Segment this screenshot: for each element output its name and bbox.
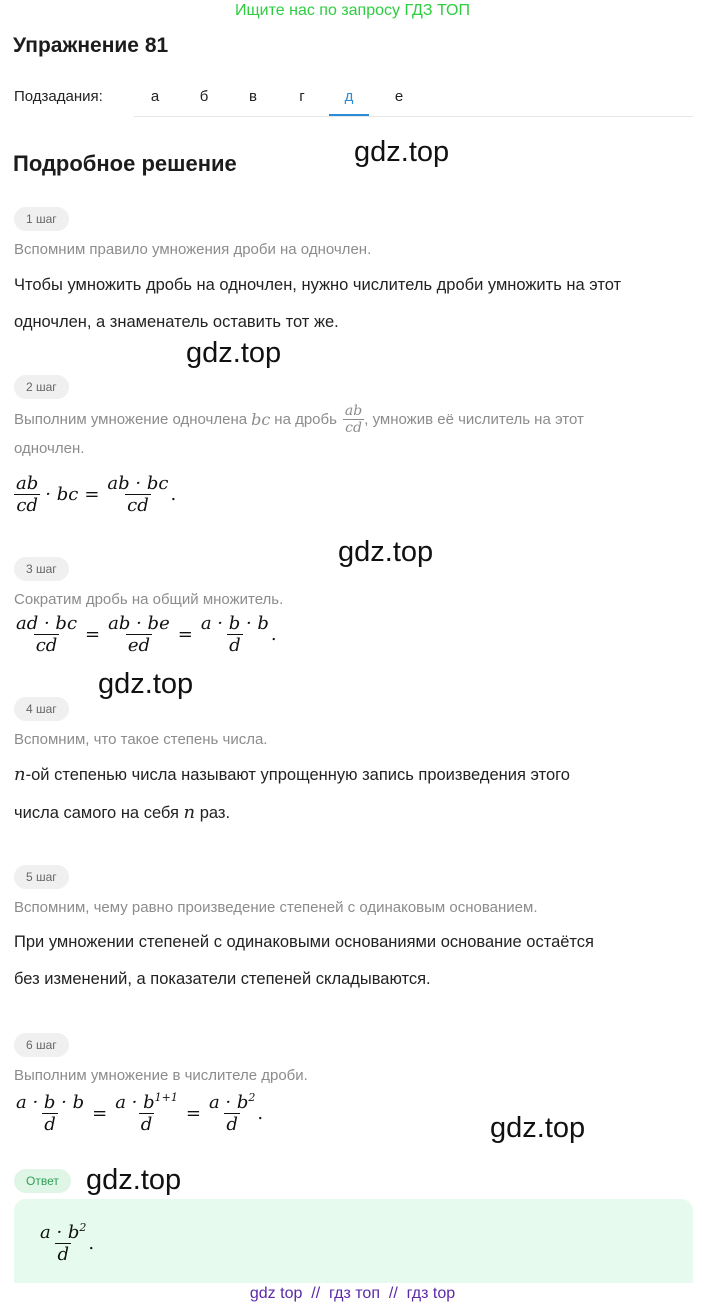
page-title: Упражнение 81 <box>13 34 169 57</box>
fraction-denominator: d <box>57 1244 69 1265</box>
hint-text: , умножив её числитель на этот <box>364 411 584 428</box>
watermark: gdz.top <box>490 1112 586 1144</box>
formula-step2 <box>14 473 176 516</box>
step-text <box>14 924 594 998</box>
subtasks-label: Подзадания: <box>14 88 103 105</box>
equals-sign: = <box>84 484 100 505</box>
watermark: gdz.top <box>98 668 194 700</box>
text-variable: n <box>183 802 196 823</box>
power-base: a · b <box>208 1092 249 1113</box>
fraction-numerator <box>207 1091 257 1113</box>
step-badge: 4 шаг <box>14 697 69 721</box>
answer-formula <box>38 1221 94 1265</box>
formula-end: . <box>270 624 277 645</box>
fraction-denominator: cd <box>345 420 362 436</box>
fraction <box>14 1092 86 1135</box>
fraction-numerator: ad · bc <box>16 613 78 634</box>
footer-watermark: gdz top // гдз топ // гдз top <box>249 1285 456 1302</box>
watermark: gdz.top <box>86 1164 182 1196</box>
power-exponent: 2 <box>248 1091 256 1104</box>
fraction <box>14 473 40 516</box>
subtask-tab-b[interactable]: б <box>199 88 209 105</box>
fraction-numerator <box>38 1221 88 1243</box>
text-fragment: -ой степенью числа называют упрощенную запись произведения этого <box>25 766 570 784</box>
hint-text: на дробь <box>274 411 337 428</box>
fraction <box>199 613 271 656</box>
fraction <box>105 473 170 516</box>
step-hint: Сократим дробь на общий множитель. <box>14 591 284 608</box>
power-exponent: 1+1 <box>154 1091 178 1104</box>
text-fragment: раз. <box>199 804 231 822</box>
step-hint: Вспомним правило умножения дроби на одночлен. <box>14 241 372 258</box>
step-text <box>14 756 570 832</box>
text-variable: n <box>14 764 26 785</box>
step-hint: Вспомним, что такое степень числа. <box>14 731 268 748</box>
formula-step6 <box>14 1091 263 1135</box>
fraction-denominator: cd <box>35 635 58 656</box>
step-text-line: Чтобы умножить дробь на одночлен, нужно числитель дроби умножить на этот <box>14 276 622 294</box>
step-text-line <box>14 756 570 794</box>
watermark: gdz.top <box>186 337 282 369</box>
formula-multiplier: · bc <box>45 484 79 505</box>
step-text-line: без изменений, а показатели степеней складываются. <box>14 970 431 988</box>
watermark: gdz.top <box>354 136 450 168</box>
equals-sign: = <box>185 1102 201 1124</box>
search-banner: Ищите нас по запросу ГДЗ ТОП <box>235 2 470 19</box>
fraction <box>14 613 79 656</box>
subtask-tab-e[interactable]: е <box>394 88 404 105</box>
step-badge: 6 шаг <box>14 1033 69 1057</box>
step-text-line: одночлен, а знаменатель оставить тот же. <box>14 313 339 331</box>
fraction <box>113 1091 180 1135</box>
power-base: a · b <box>40 1222 80 1243</box>
watermark: gdz.top <box>338 536 434 568</box>
subtask-tabs <box>134 80 693 117</box>
step-hint: Вспомним, чему равно произведение степеней с одинаковым основанием. <box>14 899 538 916</box>
equals-sign: = <box>92 1102 108 1124</box>
fraction-denominator: d <box>44 1113 56 1135</box>
fraction <box>106 613 172 656</box>
formula-step3 <box>14 613 277 656</box>
subtask-tab-v[interactable]: в <box>249 88 257 105</box>
answer-box <box>14 1199 693 1283</box>
fraction-numerator: a · b · b <box>200 613 269 634</box>
power-exponent: 2 <box>79 1221 87 1234</box>
fraction-numerator: ab <box>344 403 363 419</box>
step-hint: Выполним умножение в числителе дроби. <box>14 1067 308 1084</box>
fraction-numerator: ab <box>16 473 39 494</box>
hint-text: одночлен. <box>14 440 85 457</box>
subtask-tab-a[interactable]: а <box>150 88 160 105</box>
equals-sign: = <box>85 624 101 645</box>
fraction-denominator: ed <box>127 635 151 656</box>
hint-text: Выполним умножение одночлена <box>14 411 248 428</box>
fraction-numerator: ab · bc <box>107 473 169 494</box>
step-badge: 1 шаг <box>14 207 69 231</box>
text-fragment: числа самого на себя <box>14 804 179 822</box>
step-badge: 3 шаг <box>14 557 69 581</box>
hint-variable: bc <box>251 410 271 429</box>
fraction-numerator <box>113 1091 180 1113</box>
fraction <box>207 1091 257 1135</box>
step-text-line <box>14 794 570 832</box>
fraction-numerator: a · b · b <box>16 1091 85 1113</box>
fraction <box>38 1221 88 1265</box>
subtask-tab-d[interactable]: д <box>329 88 369 105</box>
step-hint <box>14 403 694 457</box>
step-text <box>14 267 621 341</box>
formula-end: . <box>170 484 177 505</box>
fraction-denominator: cd <box>127 495 149 516</box>
fraction-denominator: d <box>140 1114 153 1135</box>
answer-badge: Ответ <box>14 1169 71 1193</box>
power-base: a · b <box>115 1092 155 1113</box>
fraction-numerator: ab · be <box>108 613 170 634</box>
equals-sign: = <box>177 624 193 645</box>
step-badge: 2 шаг <box>14 375 69 399</box>
fraction-denominator: d <box>229 635 241 656</box>
formula-end: . <box>88 1232 95 1254</box>
formula-end: . <box>257 1102 264 1124</box>
step-badge: 5 шаг <box>14 865 69 889</box>
hint-fraction <box>343 403 364 436</box>
step-text-line: При умножении степеней с одинаковыми основаниями основание остаётся <box>14 933 594 951</box>
fraction-denominator: d <box>226 1114 238 1135</box>
subtask-tab-g[interactable]: г <box>299 88 305 105</box>
fraction-denominator: cd <box>16 495 38 516</box>
section-title: Подробное решение <box>13 151 237 176</box>
